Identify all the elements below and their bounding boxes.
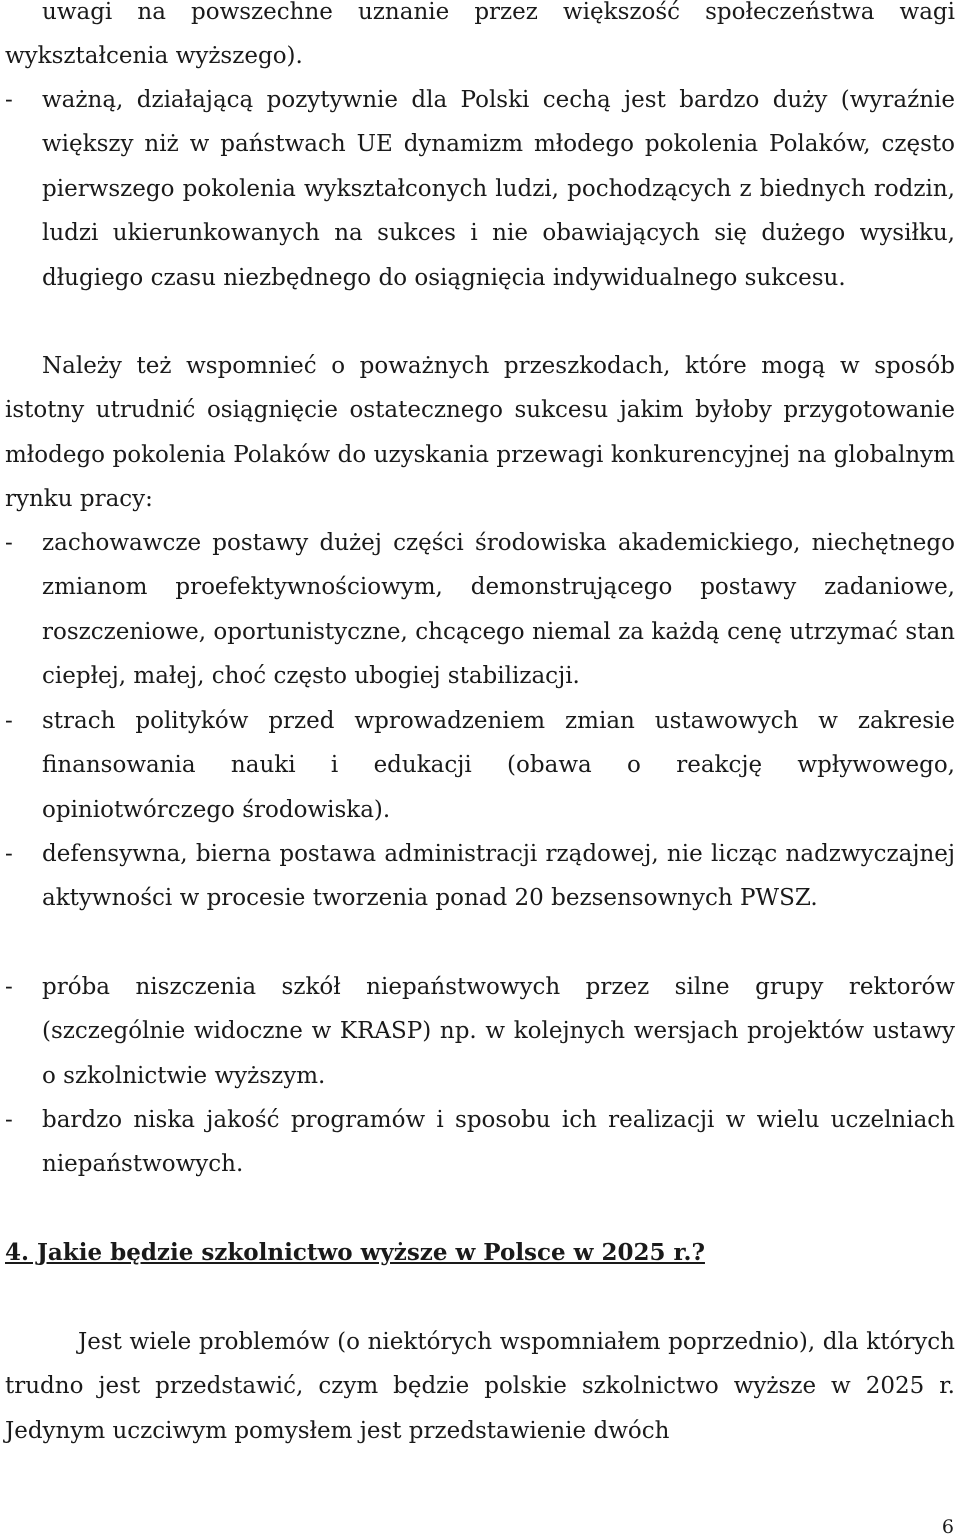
list-item [5,1098,955,1187]
list-item-text: próba niszczenia szkół niepaństwowych przez silne grupy rektorów (szczególnie widoczne w KRASP) np. w kolejnych wersjach projektów ustawy o szkolnictwie wyższym. [42,974,955,1089]
list-dash: - [5,87,13,113]
list-dash: - [5,708,13,734]
list-item-text: ważną, działającą pozytywnie dla Polski cechą jest bardzo duży (wyraźnie większy niż w państwach UE dynamizm młodego pokolenia Polaków, często pierwszego pokolenia wykształconych ludzi, pochodzących z biednych rodzin, ludzi ukierunkowanych na sukces i nie obawiających się dużego wysiłku, długiego czasu niezbędnego do osiągnięcia indywidualnego sukcesu. [42,87,955,291]
list-item [5,699,955,832]
paragraph-2025: Jest wiele problemów (o niektórych wspomniałem poprzednio), dla których trudno jest przedstawić, czym będzie polskie szkolnictwo wyższe w 2025 r. Jedynym uczciwym pomysłem jest przedstawienie dwóch [5,1329,955,1444]
page-number: 6 [941,1516,954,1538]
list-item [5,832,955,921]
section-heading: 4. Jakie będzie szkolnictwo wyższe w Polsce w 2025 r.? [5,1239,705,1266]
list-dash: - [5,841,13,867]
list-item-text: bardzo niska jakość programów i sposobu ich realizacji w wielu uczelniach niepaństwowych. [42,1107,955,1178]
list-item-text: defensywna, bierna postawa administracji rządowej, nie licząc nadzwyczajnej aktywności w procesie tworzenia ponad 20 bezsensownych PWSZ. [42,841,955,912]
paragraph-obstacles: Należy też wspomnieć o poważnych przeszkodach, które mogą w sposób istotny utrudnić osiągnięcie ostatecznego sukcesu jakim byłoby przygotowanie młodego pokolenia Polaków do uzyskania przewagi konkurencyjnej na globalnym rynku pracy: [5,353,955,513]
list-item-text: zachowawcze postawy dużej części środowiska akademickiego, niechętnego zmianom proefektywnościowym, demonstrującego postawy zadaniowe, roszczeniowe, oportunistyczne, chcącego niemal za każdą cenę utrzymać stan ciepłej, małej, choć często ubogiej stabilizacji. [42,530,955,690]
list-dash: - [5,530,13,556]
list-item [5,965,955,1098]
list-item [5,78,955,300]
list-item-text: strach polityków przed wprowadzeniem zmian ustawowych w zakresie finansowania nauki i edukacji (obawa o reakcję wpływowego, opiniotwórczego środowiska). [42,708,955,823]
paragraph-continuation: uwagi na powszechne uznanie przez większość społeczeństwa wagi wykształcenia wyższego). [5,0,955,70]
list-dash: - [5,974,13,1000]
list-dash: - [5,1107,13,1133]
list-item [5,521,955,699]
